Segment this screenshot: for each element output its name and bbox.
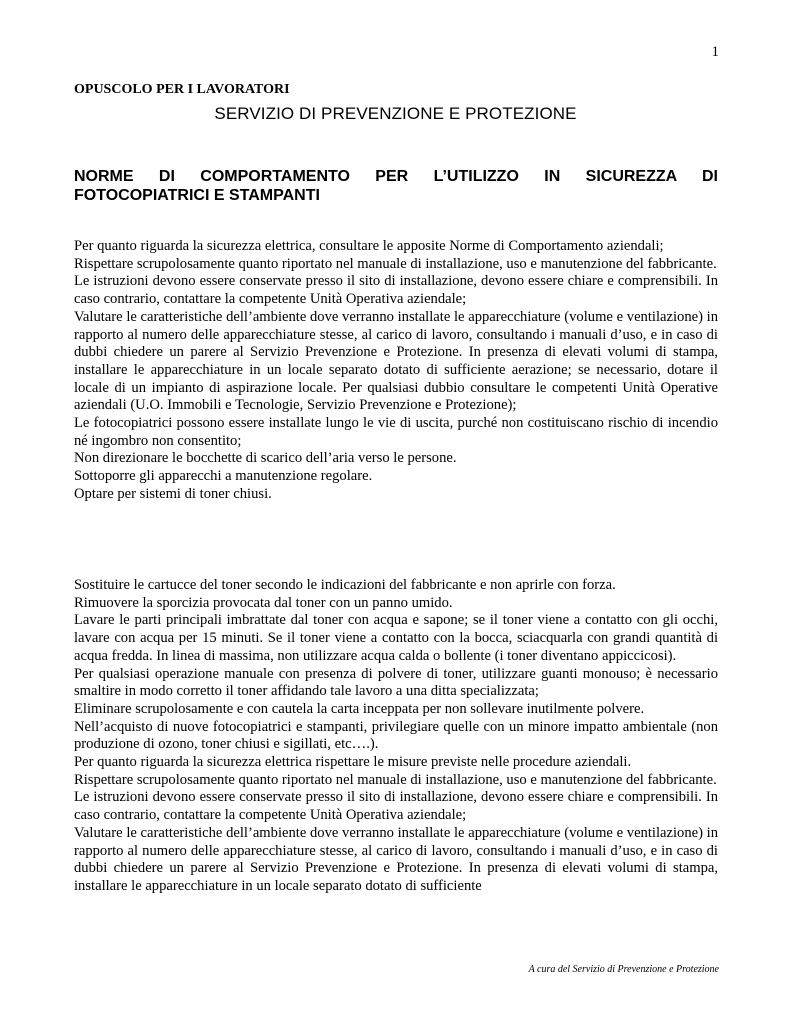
paragraph: Non direzionare le bocchette di scarico dell’aria verso le persone. bbox=[74, 450, 457, 467]
section-2-body bbox=[74, 577, 718, 896]
service-title: SERVIZIO DI PREVENZIONE E PROTEZIONE bbox=[214, 104, 577, 123]
footer-credit: A cura del Servizio di Prevenzione e Protezione bbox=[528, 964, 719, 975]
paragraph: Le fotocopiatrici possono essere installate lungo le vie di uscita, purché non costituiscano rischio di incendio né ingombro non consentito; bbox=[74, 415, 718, 449]
paragraph: Rispettare scrupolosamente quanto riportato nel manuale di installazione, uso e manutenzione del fabbricante. bbox=[74, 771, 717, 788]
paragraph: Per quanto riguarda la sicurezza elettrica, consultare le apposite Norme di Comportamento aziendali; bbox=[74, 238, 664, 254]
paragraph: Rimuovere la sporcizia provocata dal toner con un panno umido. bbox=[74, 594, 453, 611]
page-number: 1 bbox=[711, 44, 719, 60]
paragraph: Valutare le caratteristiche dell’ambiente dove verranno installate le apparecchiature (volume e ventilazione) in rapporto al numero delle apparecchiature stesse, al carico di lavoro, consultando i manuali d’uso, e in caso di dubbi chiedere un parere al Servizio Prevenzione e Protezione. In presenza di elevati volumi di stampa, installare le apparecchiature in un locale separato dotato di sufficiente bbox=[74, 824, 718, 894]
paragraph: Le istruzioni devono essere conservate presso il sito di installazione, devono essere chiare e comprensibili. In caso contrario, contattare la competente Unità Operativa aziendale; bbox=[74, 789, 718, 824]
document-title-line-2: FOTOCOPIATRICI E STAMPANTI bbox=[74, 187, 320, 204]
booklet-label: OPUSCOLO PER I LAVORATORI bbox=[74, 82, 290, 97]
section-1-body bbox=[74, 238, 718, 504]
paragraph: Sottoporre gli apparecchi a manutenzione regolare. bbox=[74, 468, 373, 485]
paragraph: Eliminare scrupolosamente e con cautela la carta inceppata per non sollevare inutilmente polvere. bbox=[74, 700, 645, 717]
paragraph: Per quanto riguarda la sicurezza elettrica rispettare le misure previste nelle procedure aziendali. bbox=[74, 754, 632, 771]
paragraph: Per qualsiasi operazione manuale con presenza di polvere di toner, utilizzare guanti monouso; è necessario smaltire in modo corretto il toner affidando tale lavoro a una ditta specializzata; bbox=[74, 665, 718, 700]
paragraph: Optare per sistemi di toner chiusi. bbox=[74, 485, 272, 502]
paragraph: Valutare le caratteristiche dell’ambiente dove verranno installate le apparecchiature (volume e ventilazione) in rapporto al numero delle apparecchiature stesse, al carico di lavoro, consultando i manuali d’uso, e in caso di dubbi chiedere un parere al Servizio Prevenzione e Protezione. In presenza di elevati volumi di stampa, installare le apparecchiature in un locale separato dotato di sufficiente aerazione; se necessario, dotare il locale di un impianto di aspirazione locale. Per qualsiasi dubbio consultare le competenti Unità Operative aziendali (U.O. Immobili e Tecnologie, Servizio Prevenzione e Protezione); bbox=[74, 308, 718, 414]
document-title-line-1: NORME DI COMPORTAMENTO PER L’UTILIZZO IN SICUREZZA DI bbox=[74, 168, 718, 185]
paragraph: Rispettare scrupolosamente quanto riportato nel manuale di installazione, uso e manutenzione del fabbricante. bbox=[74, 255, 717, 272]
paragraph: Sostituire le cartucce del toner secondo le indicazioni del fabbricante e non aprirle con forza. bbox=[74, 577, 616, 593]
paragraph: Le istruzioni devono essere conservate presso il sito di installazione, devono essere chiare e comprensibili. In caso contrario, contattare la competente Unità Operativa aziendale; bbox=[74, 273, 718, 308]
document-title bbox=[74, 167, 718, 205]
paragraph: Nell’acquisto di nuove fotocopiatrici e stampanti, privilegiare quelle con un minore impatto ambientale (non produzione di ozono, toner chiusi e sigillati, etc….). bbox=[74, 718, 718, 753]
paragraph: Lavare le parti principali imbrattate dal toner con acqua e sapone; se il toner viene a contatto con gli occhi, lavare con acqua per 15 minuti. Se il toner viene a contatto con la bocca, sciacquarla con grandi quantità di acqua fredda. In linea di massima, non utilizzare acqua calda o bollente (i toner diventano appiccicosi). bbox=[74, 612, 718, 664]
